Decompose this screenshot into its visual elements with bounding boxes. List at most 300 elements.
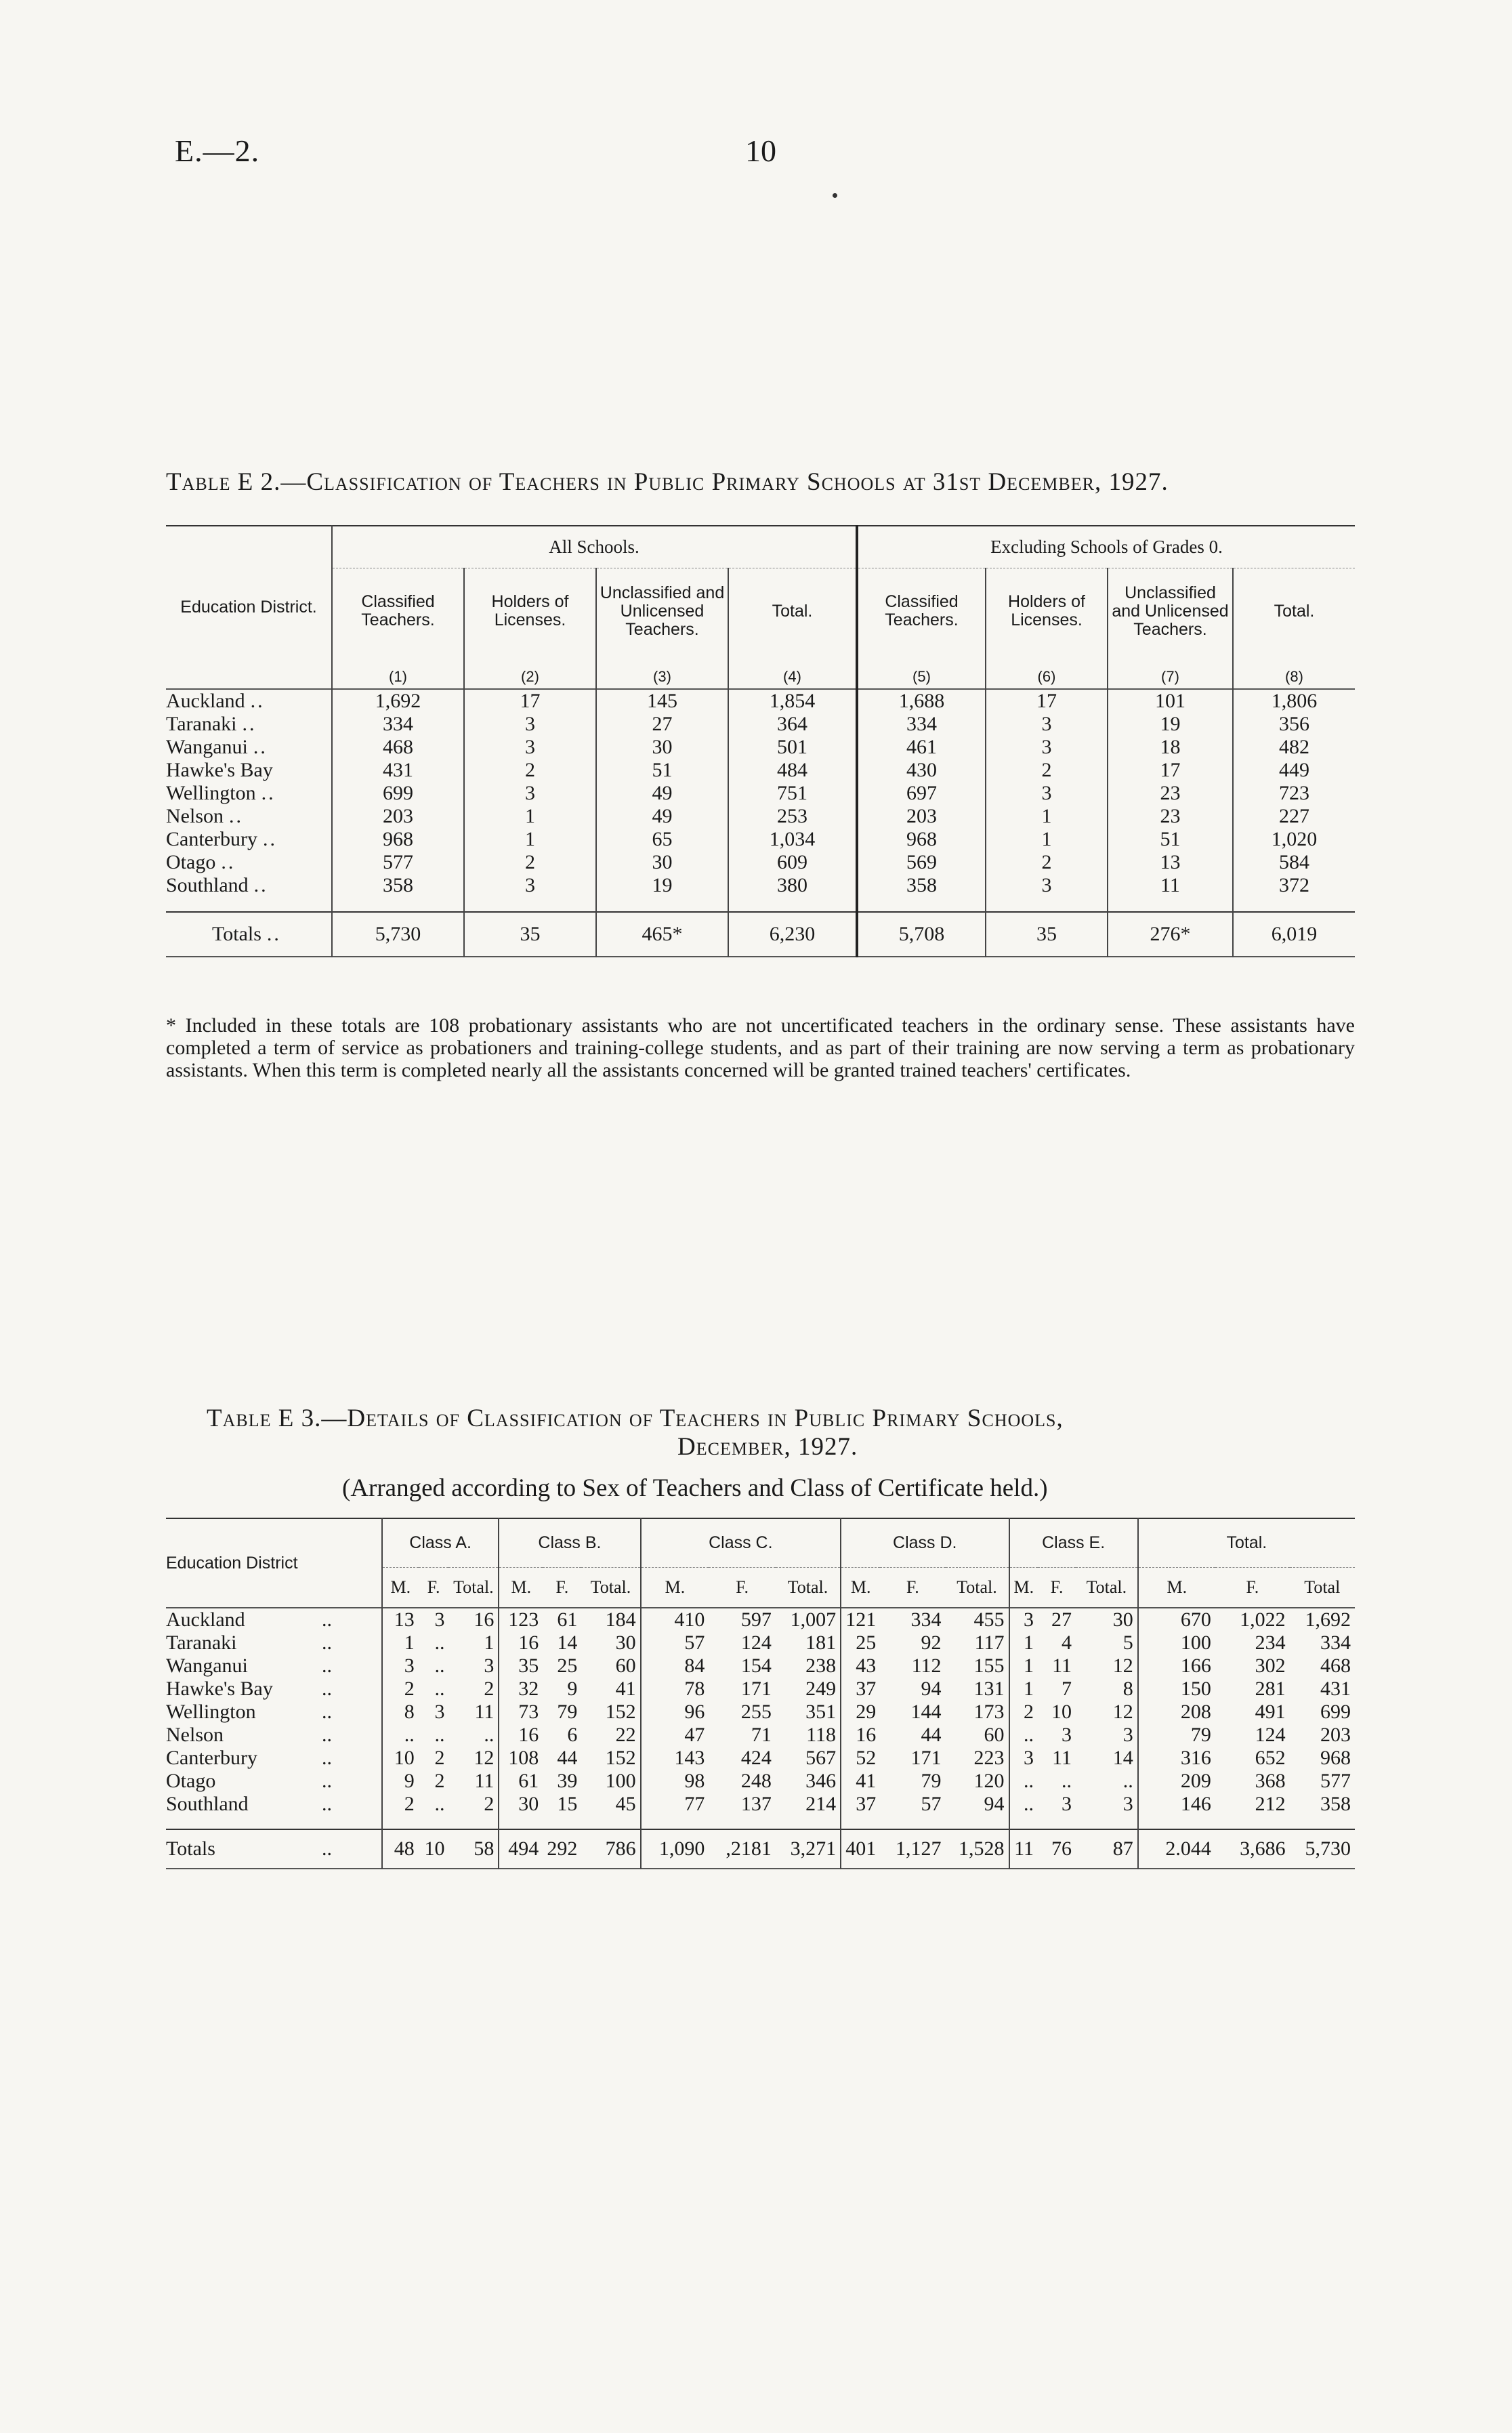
value-cell: 94 (921, 1678, 942, 1700)
value-cell: 57 (641, 1631, 709, 1655)
value-cell: 49 (596, 805, 728, 828)
total-cell: 5,730 (332, 912, 464, 957)
value-cell: 1,692 (1305, 1608, 1351, 1631)
district-name: Southland (166, 1793, 249, 1815)
sub-header: Total. (1086, 1577, 1127, 1597)
value-cell: 131 (973, 1678, 1005, 1700)
value-cell: .. (434, 1793, 445, 1815)
value-cell: 1 (464, 828, 596, 851)
value-cell: 410 (641, 1608, 709, 1631)
value-cell: 14 (1112, 1747, 1133, 1769)
value-cell: 100 (605, 1770, 636, 1792)
value-cell: 44 (921, 1724, 942, 1746)
value-cell: 23 (1108, 782, 1233, 805)
group-excluding: Excluding Schools of Grades 0. (857, 526, 1355, 568)
group-all-schools: All Schools. (332, 526, 857, 568)
value-cell: 2 (1009, 1701, 1038, 1724)
value-cell: .. (1009, 1793, 1038, 1816)
value-cell: 73 (499, 1701, 543, 1724)
district-name: Auckland (166, 1608, 245, 1631)
value-cell: 567 (805, 1747, 837, 1769)
value-cell: 10 (382, 1747, 419, 1770)
value-cell: 203 (1320, 1724, 1351, 1746)
value-cell: 12 (474, 1747, 495, 1769)
sub-header: M. (841, 1567, 880, 1608)
value-cell: 491 (1255, 1701, 1286, 1723)
value-cell: 3 (382, 1655, 419, 1678)
value-cell: 203 (332, 805, 464, 828)
district-cell (166, 874, 332, 897)
value-cell: 584 (1233, 851, 1355, 874)
table-row (166, 1608, 1355, 1631)
value-cell: 1,806 (1233, 689, 1355, 713)
value-cell: 461 (857, 736, 986, 759)
value-cell: 723 (1233, 782, 1355, 805)
value-cell: 356 (1233, 713, 1355, 736)
value-cell: 577 (1320, 1770, 1351, 1792)
value-cell: 60 (615, 1655, 636, 1677)
value-cell: 171 (910, 1747, 942, 1769)
value-cell: 1,688 (857, 689, 986, 713)
value-cell: .. (382, 1724, 419, 1747)
value-cell: 431 (332, 759, 464, 782)
value-cell: 78 (641, 1678, 709, 1701)
value-cell: 3 (986, 874, 1108, 897)
district-cell (166, 851, 332, 874)
table-row (166, 1631, 1355, 1655)
table-row (166, 1724, 1355, 1747)
value-cell: 181 (805, 1631, 837, 1654)
district-name: Wanganui (166, 1655, 248, 1677)
class-a-header: Class A. (382, 1518, 499, 1567)
total-cell: 1,090 (641, 1829, 709, 1869)
table-row (166, 689, 1355, 713)
leader-dots: .. (250, 690, 265, 712)
value-cell: 17 (1108, 759, 1233, 782)
total-cell: 11 (1009, 1829, 1038, 1869)
value-cell: 364 (728, 713, 857, 736)
col-header: Classified Teachers. (857, 568, 986, 654)
value-cell: 968 (1320, 1747, 1351, 1769)
value-cell: 11 (474, 1701, 495, 1723)
value-cell: 79 (921, 1770, 942, 1792)
value-cell: 334 (857, 713, 986, 736)
value-cell: 77 (641, 1793, 709, 1816)
value-cell: 670 (1138, 1608, 1215, 1631)
value-cell: 112 (911, 1655, 942, 1677)
district-name: Taranaki (166, 1631, 237, 1654)
value-cell: 41 (841, 1770, 880, 1793)
value-cell: 368 (1255, 1770, 1286, 1792)
value-cell: 7 (1062, 1678, 1072, 1700)
value-cell: 11 (474, 1770, 495, 1792)
table-e2-title: Table E 2.—Classification of Teachers in Public Primary Schools at 31st December, 1927. (166, 468, 1169, 496)
value-cell: 1,020 (1233, 828, 1355, 851)
value-cell: 334 (910, 1608, 942, 1631)
value-cell: 1 (484, 1631, 495, 1654)
value-cell: 25 (557, 1655, 578, 1677)
value-cell: 143 (641, 1747, 709, 1770)
value-cell: 60 (984, 1724, 1005, 1746)
value-cell: 699 (1320, 1701, 1351, 1723)
sub-header: F. (555, 1577, 569, 1597)
value-cell: 184 (605, 1608, 636, 1631)
leader-dots: .. (322, 1655, 332, 1677)
value-cell: 609 (728, 851, 857, 874)
value-cell: 61 (499, 1770, 543, 1793)
value-cell: 1 (464, 805, 596, 828)
district-cell (166, 828, 332, 851)
district-cell (166, 1770, 382, 1793)
value-cell: 3 (1062, 1724, 1072, 1746)
value-cell: 51 (1108, 828, 1233, 851)
value-cell: 96 (641, 1701, 709, 1724)
value-cell: .. (434, 1724, 445, 1746)
value-cell: 71 (751, 1724, 772, 1746)
value-cell: 358 (1320, 1793, 1351, 1815)
leader-dots: .. (229, 805, 243, 827)
value-cell: .. (434, 1631, 445, 1654)
value-cell: 19 (596, 874, 728, 897)
value-cell: 424 (740, 1747, 772, 1769)
value-cell: 16 (474, 1608, 495, 1631)
value-cell: 65 (596, 828, 728, 851)
value-cell: 4 (1062, 1631, 1072, 1654)
value-cell: 372 (1233, 874, 1355, 897)
table-row (166, 713, 1355, 736)
value-cell: 30 (499, 1793, 543, 1816)
leader-dots: .. (221, 851, 236, 873)
total-cell: 3,686 (1240, 1837, 1286, 1860)
district-cell (166, 759, 332, 782)
value-cell: 652 (1255, 1747, 1286, 1769)
value-cell: 166 (1138, 1655, 1215, 1678)
col-number: (8) (1233, 654, 1355, 689)
value-cell: 94 (984, 1793, 1005, 1815)
leader-dots: .. (322, 1724, 332, 1746)
total-cell: 292 (547, 1837, 578, 1860)
value-cell: 150 (1138, 1678, 1215, 1701)
col-header: Classified Teachers. (332, 568, 464, 654)
value-cell: 1 (986, 828, 1108, 851)
value-cell: 17 (986, 689, 1108, 713)
value-cell: 15 (557, 1793, 578, 1815)
value-cell: 2 (382, 1678, 419, 1701)
value-cell: 334 (1320, 1631, 1351, 1654)
col-number: (4) (728, 654, 857, 689)
value-cell: 11 (1052, 1747, 1072, 1769)
value-cell: 699 (332, 782, 464, 805)
value-cell: 1,034 (728, 828, 857, 851)
value-cell: 2 (464, 759, 596, 782)
value-cell: 16 (499, 1631, 543, 1655)
district-header: Education District (166, 1553, 298, 1573)
value-cell: 501 (728, 736, 857, 759)
leader-dots: .. (242, 713, 257, 735)
table-row (166, 1770, 1355, 1793)
col-header: Unclassified and Unlicensed Teachers. (596, 568, 728, 654)
value-cell: 3 (986, 713, 1108, 736)
table-row (166, 782, 1355, 805)
leader-dots: .. (266, 923, 281, 945)
district-name: Wanganui (166, 736, 248, 758)
district-cell (166, 1793, 382, 1816)
district-name: Southland (166, 874, 249, 896)
value-cell: 12 (1112, 1701, 1133, 1723)
value-cell: 100 (1138, 1631, 1215, 1655)
value-cell: 124 (740, 1631, 772, 1654)
value-cell: 3 (1122, 1724, 1133, 1746)
table-row (166, 805, 1355, 828)
value-cell: .. (1122, 1770, 1133, 1792)
table-row (166, 828, 1355, 851)
value-cell: 2 (986, 851, 1108, 874)
leader-dots: .. (253, 874, 268, 896)
value-cell: 468 (1320, 1655, 1351, 1677)
value-cell: 316 (1138, 1747, 1215, 1770)
value-cell: 11 (1052, 1655, 1072, 1677)
value-cell: 3 (986, 736, 1108, 759)
value-cell: 52 (841, 1747, 880, 1770)
value-cell: 1,007 (790, 1608, 837, 1631)
document-code: E.—2. (175, 133, 260, 168)
leader-dots: .. (322, 1608, 332, 1631)
value-cell: 3 (1122, 1793, 1133, 1815)
district-cell (166, 782, 332, 805)
value-cell: 577 (332, 851, 464, 874)
total-cell: 10 (424, 1837, 445, 1860)
totals-row (166, 912, 1355, 957)
col-header: Holders of Licenses. (464, 568, 596, 654)
value-cell: 124 (1255, 1724, 1286, 1746)
value-cell: 2 (434, 1747, 445, 1769)
sub-header: M. (499, 1567, 543, 1608)
total-cell: 35 (464, 912, 596, 957)
value-cell: .. (1009, 1770, 1038, 1793)
sub-header: Total (1304, 1577, 1341, 1597)
total-cell: 465* (596, 912, 728, 957)
value-cell: 171 (740, 1678, 772, 1700)
value-cell: 2 (464, 851, 596, 874)
value-cell: 1 (986, 805, 1108, 828)
value-cell: 57 (921, 1793, 942, 1815)
table-row (166, 874, 1355, 897)
value-cell: 3 (484, 1655, 495, 1677)
total-cell: 2.044 (1138, 1829, 1215, 1869)
value-cell: 1,854 (728, 689, 857, 713)
value-cell: 8 (382, 1701, 419, 1724)
district-name: Nelson (166, 1724, 224, 1746)
value-cell: 101 (1108, 689, 1233, 713)
value-cell: 249 (805, 1678, 837, 1700)
district-name: Hawke's Bay (166, 759, 273, 781)
total-cell: 1,127 (896, 1837, 942, 1860)
total-cell: 6,230 (728, 912, 857, 957)
value-cell: 51 (596, 759, 728, 782)
value-cell: 118 (806, 1724, 837, 1746)
district-name: Canterbury (166, 828, 257, 850)
value-cell: 1 (1009, 1631, 1038, 1655)
value-cell: 39 (557, 1770, 578, 1792)
value-cell: 208 (1138, 1701, 1215, 1724)
sub-header: Total. (787, 1577, 828, 1597)
value-cell: 1 (1009, 1655, 1038, 1678)
value-cell: 152 (605, 1701, 636, 1723)
district-name: Wellington (166, 1701, 256, 1723)
table-e3-subtitle: (Arranged according to Sex of Teachers and Class of Certificate held.) (342, 1474, 1048, 1502)
value-cell: 1 (1009, 1678, 1038, 1701)
totals-label: Totals (166, 1837, 215, 1860)
value-cell: 380 (728, 874, 857, 897)
district-name: Hawke's Bay (166, 1678, 273, 1700)
value-cell: 455 (973, 1608, 1005, 1631)
col-number: (2) (464, 654, 596, 689)
value-cell: 44 (557, 1747, 578, 1769)
total-cell: 401 (841, 1829, 880, 1869)
value-cell: 30 (596, 736, 728, 759)
total-cell: 276* (1108, 912, 1233, 957)
col-header: Holders of Licenses. (986, 568, 1108, 654)
district-header: Education District. (180, 598, 317, 617)
value-cell: 2 (382, 1793, 419, 1816)
value-cell: 697 (857, 782, 986, 805)
district-cell (166, 805, 332, 828)
value-cell: 2 (434, 1770, 445, 1792)
district-cell (166, 1701, 382, 1724)
class-d-header: Class D. (841, 1518, 1009, 1567)
leader-dots: .. (261, 782, 276, 804)
total-cell: 5,708 (857, 912, 986, 957)
district-cell (166, 689, 332, 713)
value-cell: 30 (596, 851, 728, 874)
sub-header: Total. (957, 1577, 997, 1597)
totals-label-cell (166, 1829, 382, 1869)
value-cell: 346 (805, 1770, 837, 1792)
district-cell (166, 1631, 382, 1655)
value-cell: 214 (805, 1793, 837, 1815)
total-cell: 76 (1051, 1837, 1072, 1860)
leader-dots: .. (322, 1701, 332, 1723)
value-cell: 3 (1009, 1747, 1038, 1770)
sub-header: M. (641, 1567, 709, 1608)
value-cell: 19 (1108, 713, 1233, 736)
district-cell (166, 713, 332, 736)
value-cell: .. (1009, 1724, 1038, 1747)
value-cell: 3 (434, 1701, 445, 1723)
leader-dots: .. (322, 1678, 332, 1700)
sub-header: M. (1009, 1567, 1038, 1608)
value-cell: 10 (1051, 1701, 1072, 1723)
value-cell: 35 (499, 1655, 543, 1678)
district-name: Otago (166, 851, 216, 873)
value-cell: 121 (841, 1608, 880, 1631)
value-cell: 281 (1255, 1678, 1286, 1700)
leader-dots: .. (322, 1837, 332, 1860)
sub-header: F. (1246, 1577, 1259, 1597)
value-cell: 120 (973, 1770, 1005, 1792)
district-cell (166, 736, 332, 759)
district-cell (166, 1724, 382, 1747)
value-cell: 30 (615, 1631, 636, 1654)
value-cell: 92 (921, 1631, 942, 1654)
value-cell: 145 (596, 689, 728, 713)
value-cell: 14 (557, 1631, 578, 1654)
col-number: (3) (596, 654, 728, 689)
value-cell: 79 (557, 1701, 578, 1723)
sub-header: F. (906, 1577, 919, 1597)
value-cell: 2 (484, 1793, 495, 1815)
value-cell: 173 (973, 1701, 1005, 1723)
value-cell: 61 (557, 1608, 578, 1631)
value-cell: 209 (1138, 1770, 1215, 1793)
value-cell: 334 (332, 713, 464, 736)
total-cell: ,2181 (726, 1837, 772, 1860)
total-cell: 6,019 (1233, 912, 1355, 957)
total-cell: 48 (382, 1829, 419, 1869)
value-cell: 8 (1122, 1678, 1133, 1700)
total-cell: 87 (1112, 1837, 1133, 1860)
sub-header: M. (1138, 1567, 1215, 1608)
col-number: (6) (986, 654, 1108, 689)
value-cell: 968 (857, 828, 986, 851)
col-number: (7) (1108, 654, 1233, 689)
value-cell: 37 (841, 1678, 880, 1701)
value-cell: 13 (382, 1608, 419, 1631)
value-cell: 18 (1108, 736, 1233, 759)
value-cell: 25 (841, 1631, 880, 1655)
col-header: Unclassified and Unlicensed Teachers. (1108, 568, 1233, 654)
value-cell: 358 (857, 874, 986, 897)
value-cell: 22 (615, 1724, 636, 1746)
table-e3-title: Table E 3.—Details of Classification of Teachers in Public Primary Schools, (207, 1405, 1064, 1432)
value-cell: 23 (1108, 805, 1233, 828)
value-cell: 223 (973, 1747, 1005, 1769)
total-cell: 35 (986, 912, 1108, 957)
value-cell: 1,022 (1240, 1608, 1286, 1631)
value-cell: 3 (464, 736, 596, 759)
district-cell (166, 1655, 382, 1678)
value-cell: .. (434, 1678, 445, 1700)
table-e2 (166, 525, 1355, 957)
total-cell: 3,271 (790, 1837, 837, 1860)
value-cell: 3 (434, 1608, 445, 1631)
value-cell: 2 (986, 759, 1108, 782)
value-cell: 484 (728, 759, 857, 782)
sub-header: F. (736, 1577, 749, 1597)
value-cell: 3 (464, 782, 596, 805)
table-row (166, 759, 1355, 782)
value-cell: 3 (1009, 1608, 1038, 1631)
value-cell: 146 (1138, 1793, 1215, 1816)
col-header: Total. (1233, 568, 1355, 654)
value-cell: 16 (499, 1724, 543, 1747)
value-cell: 123 (499, 1608, 543, 1631)
value-cell: 27 (596, 713, 728, 736)
value-cell: 137 (740, 1793, 772, 1815)
value-cell: 253 (728, 805, 857, 828)
sub-header: F. (1050, 1577, 1064, 1597)
district-cell (166, 1678, 382, 1701)
district-name: Taranaki (166, 713, 237, 735)
value-cell: .. (434, 1655, 445, 1677)
value-cell: 6 (567, 1724, 578, 1746)
totals-row (166, 1829, 1355, 1869)
value-cell: 27 (1051, 1608, 1072, 1631)
class-b-header: Class B. (499, 1518, 640, 1567)
value-cell: 29 (841, 1701, 880, 1724)
table-row (166, 1747, 1355, 1770)
value-cell: 1 (382, 1631, 419, 1655)
